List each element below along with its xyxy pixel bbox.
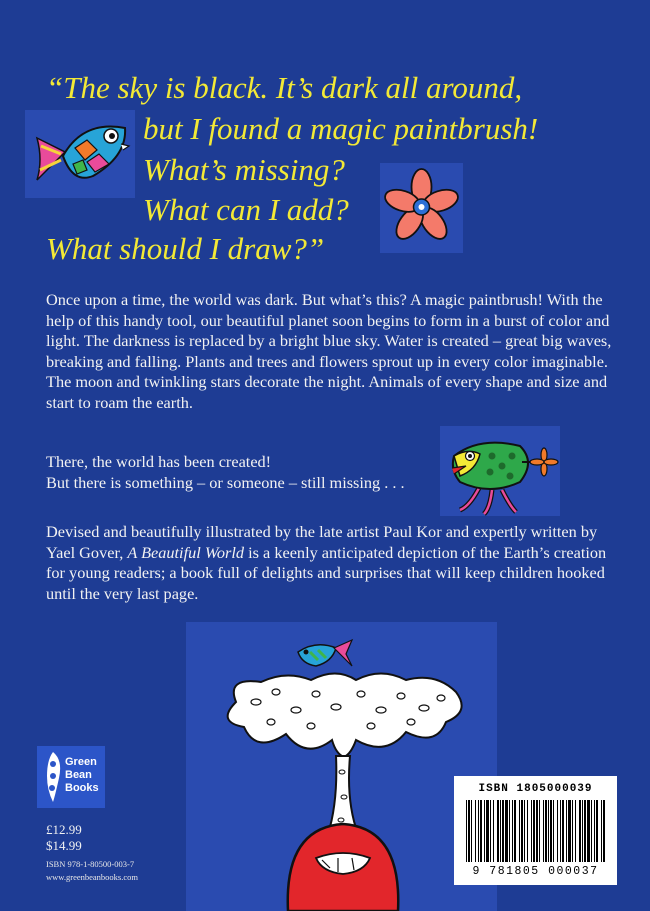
- description-paragraph-3: [46, 522, 616, 604]
- price-gbp: £12.99: [46, 822, 82, 837]
- bean-pod-icon: [41, 750, 65, 804]
- book-title: A Beautiful World: [127, 542, 245, 562]
- paragraph-2-line-2: But there is something – or someone – still missing . . .: [46, 472, 405, 492]
- whale-fountain-illustration: [186, 622, 497, 911]
- barcode-digits: 9 781805 000037: [472, 865, 599, 878]
- paragraph-3-before-title: Devised and beautifully illustrated by the late artist Paul Kor and expertly written by Yael Gover,: [46, 522, 598, 562]
- description-paragraph-2: [46, 452, 616, 493]
- fish-illustration: [25, 110, 135, 198]
- paragraph-2-line-1: There, the world has been created!: [46, 452, 272, 471]
- website-text: www.greenbeanbooks.com: [46, 872, 138, 882]
- isbn-text: ISBN 978-1-80500-003-7: [46, 859, 135, 869]
- small-fish-icon: [298, 640, 352, 666]
- barcode: [454, 776, 617, 885]
- quote-line-1: “The sky is black. It’s dark all around,: [46, 70, 523, 105]
- quote-line-3: What’s missing?: [143, 152, 345, 187]
- price-usd: $14.99: [46, 838, 82, 853]
- quote-line-2: but I found a magic paintbrush!: [143, 111, 539, 146]
- flower-illustration: [380, 163, 463, 253]
- paragraph-3-after-title: is a keenly anticipated depiction of the Earth’s creation for young readers; a book full of delights and surprises that will keep children hooked until the very last page.: [46, 542, 607, 603]
- quote-line-5: What should I draw?”: [46, 231, 325, 266]
- publisher-name: Green Bean Books: [65, 756, 99, 794]
- description-paragraph-1: Once upon a time, the world was dark. But what’s this? A magic paintbrush! With the help of this handy tool, our beautiful planet soon begins to form in a burst of color and light. The darkness is replaced by a bright blue sky. Water is created – great big waves, breaking and falling. Plants and trees and flowers sprout up in every color imaginable. The moon and twinkling stars decorate the night. Animals of every shape and size and start to roam the earth.: [46, 290, 612, 412]
- quote-line-4: What can I add?: [143, 192, 349, 227]
- barcode-isbn-label: ISBN 1805000039: [478, 783, 593, 795]
- publisher-logo: [37, 746, 105, 808]
